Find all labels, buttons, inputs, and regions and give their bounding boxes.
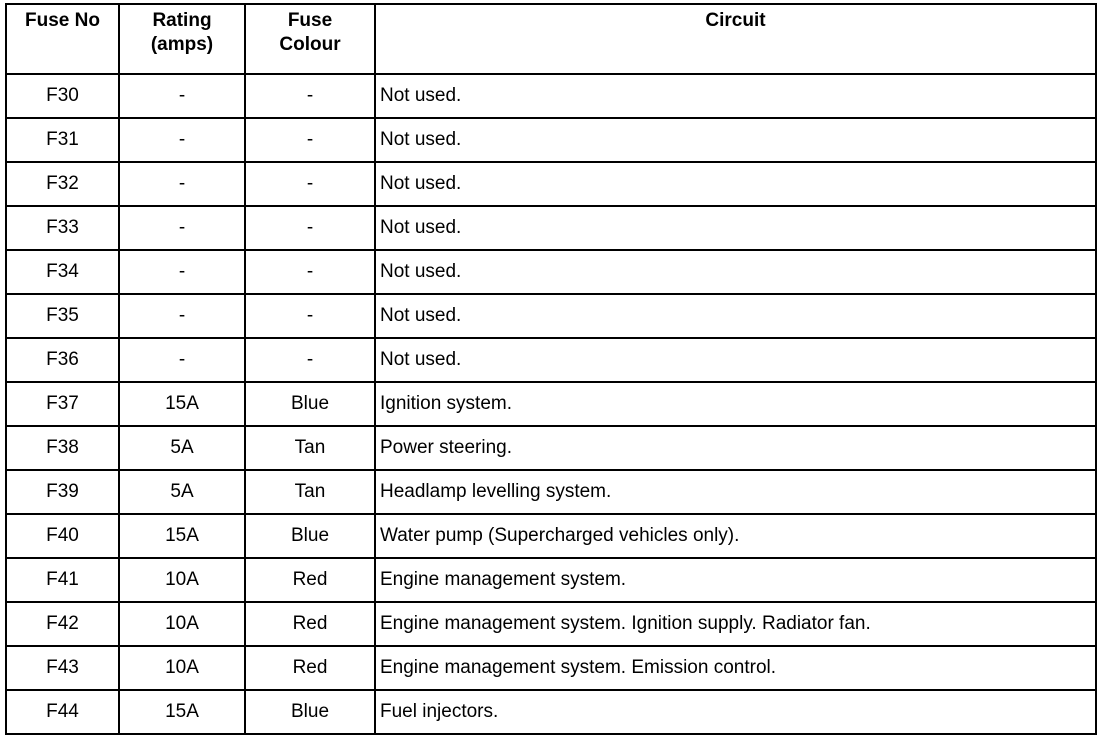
cell-circuit: Not used. (375, 206, 1096, 250)
cell-fuse-no: F42 (6, 602, 119, 646)
cell-circuit: Engine management system. Ignition supply. Radiator fan. (375, 602, 1096, 646)
table-header (6, 4, 1096, 74)
cell-circuit: Not used. (375, 74, 1096, 118)
cell-fuse-colour: Blue (245, 514, 375, 558)
cell-fuse-colour: Blue (245, 690, 375, 734)
cell-rating: - (119, 294, 245, 338)
cell-fuse-no: F40 (6, 514, 119, 558)
cell-rating: 10A (119, 602, 245, 646)
header-rating (119, 4, 245, 74)
header-fuse-no-line-1: Fuse No (25, 10, 100, 31)
fuse-table (5, 3, 1097, 735)
cell-fuse-colour: Red (245, 646, 375, 690)
table-row (6, 470, 1096, 514)
cell-fuse-no: F34 (6, 250, 119, 294)
header-circuit-line-1: Circuit (705, 10, 766, 31)
cell-fuse-colour: - (245, 74, 375, 118)
table-row (6, 690, 1096, 734)
cell-circuit: Water pump (Supercharged vehicles only). (375, 514, 1096, 558)
cell-fuse-colour: - (245, 162, 375, 206)
cell-fuse-colour: Blue (245, 382, 375, 426)
cell-circuit: Fuel injectors. (375, 690, 1096, 734)
cell-fuse-no: F31 (6, 118, 119, 162)
cell-fuse-no: F35 (6, 294, 119, 338)
cell-fuse-no: F43 (6, 646, 119, 690)
cell-circuit: Ignition system. (375, 382, 1096, 426)
table-row (6, 558, 1096, 602)
cell-rating: - (119, 118, 245, 162)
cell-rating: - (119, 162, 245, 206)
cell-circuit: Not used. (375, 338, 1096, 382)
header-fuse-no (6, 4, 119, 74)
header-fuse-colour (245, 4, 375, 74)
cell-rating: - (119, 338, 245, 382)
header-rating-line-2: (amps) (150, 34, 214, 55)
cell-rating: 5A (119, 470, 245, 514)
cell-fuse-colour: Red (245, 602, 375, 646)
cell-fuse-no: F37 (6, 382, 119, 426)
table-row (6, 250, 1096, 294)
cell-fuse-colour: - (245, 294, 375, 338)
table-row (6, 646, 1096, 690)
cell-circuit: Not used. (375, 118, 1096, 162)
cell-circuit: Not used. (375, 294, 1096, 338)
cell-fuse-colour: - (245, 118, 375, 162)
cell-rating: - (119, 206, 245, 250)
header-fuse-colour-line-1: Fuse (287, 10, 333, 31)
cell-fuse-colour: Tan (245, 426, 375, 470)
cell-rating: 15A (119, 514, 245, 558)
table-row (6, 74, 1096, 118)
cell-rating: 10A (119, 646, 245, 690)
table-row (6, 206, 1096, 250)
cell-fuse-colour: Tan (245, 470, 375, 514)
table-row (6, 602, 1096, 646)
cell-circuit: Not used. (375, 250, 1096, 294)
cell-circuit: Engine management system. Emission control. (375, 646, 1096, 690)
cell-rating: - (119, 74, 245, 118)
header-circuit (375, 4, 1096, 74)
cell-fuse-colour: - (245, 338, 375, 382)
cell-fuse-no: F39 (6, 470, 119, 514)
cell-circuit: Power steering. (375, 426, 1096, 470)
cell-fuse-no: F44 (6, 690, 119, 734)
cell-fuse-no: F36 (6, 338, 119, 382)
cell-circuit: Headlamp levelling system. (375, 470, 1096, 514)
table-body (6, 74, 1096, 734)
cell-fuse-colour: - (245, 206, 375, 250)
cell-fuse-colour: - (245, 250, 375, 294)
cell-fuse-no: F33 (6, 206, 119, 250)
cell-fuse-no: F32 (6, 162, 119, 206)
cell-fuse-no: F41 (6, 558, 119, 602)
cell-circuit: Engine management system. (375, 558, 1096, 602)
table-row (6, 338, 1096, 382)
header-fuse-colour-line-2: Colour (279, 34, 341, 55)
header-row (6, 4, 1096, 74)
cell-rating: 5A (119, 426, 245, 470)
table-row (6, 294, 1096, 338)
table-row (6, 162, 1096, 206)
cell-fuse-no: F38 (6, 426, 119, 470)
cell-fuse-colour: Red (245, 558, 375, 602)
header-rating-line-1: Rating (152, 10, 212, 31)
table-row (6, 382, 1096, 426)
table-row (6, 514, 1096, 558)
cell-circuit: Not used. (375, 162, 1096, 206)
table-row (6, 118, 1096, 162)
cell-rating: - (119, 250, 245, 294)
cell-fuse-no: F30 (6, 74, 119, 118)
cell-rating: 10A (119, 558, 245, 602)
table-row (6, 426, 1096, 470)
cell-rating: 15A (119, 690, 245, 734)
cell-rating: 15A (119, 382, 245, 426)
